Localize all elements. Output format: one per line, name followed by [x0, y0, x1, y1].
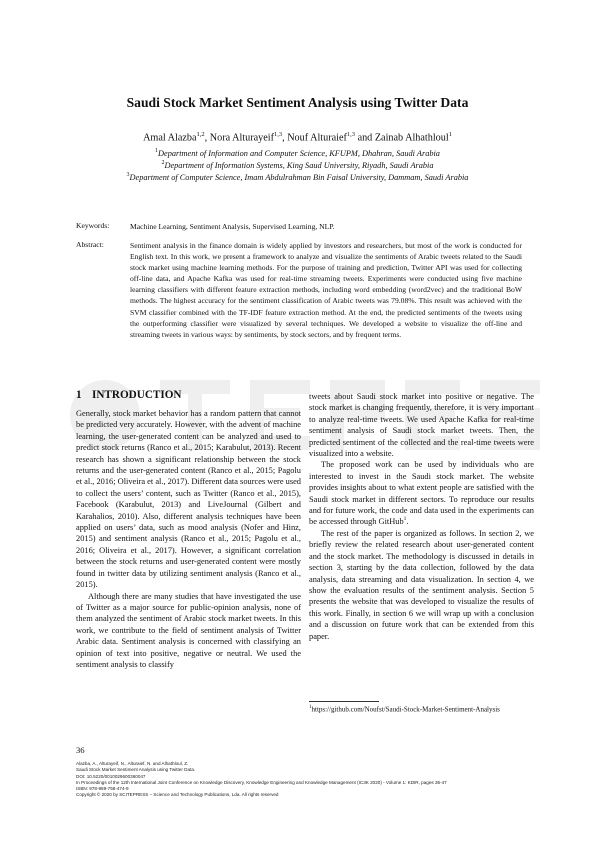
author-name: Zainab Alhathloul [374, 132, 449, 144]
affiliation-marker: 1 [155, 148, 159, 154]
abstract-text: Sentiment analysis in the finance domain is widely applied by investors and researchers, but most of the work is conducted for English text. In this work, we present a framework to analyze and visualize the sentiments of Arabic tweets related to the Saudi stock market using machine learning methods. For the purpose of training and prediction, Twitter API was used for collecting off-line data, and Apache Kafka was used for real-time streaming tweets. Experiments were conducted using five machine learning classifiers with different feature extraction methods, including word embedding (word2vec) and the traditional BoW methods. The highest accuracy for the sentiment classification of Arabic tweets was 79.08%. This result was achieved with the SVM classifier combined with the TF-IDF feature extraction method. At the end, the predicted sentiments of the tweets using the outperforming classifier were visualized by several techniques. We developed a website to visualize the off-line and streaming tweets in various ways: by sentiments, by stock sectors, and by frequent terms. [130, 241, 522, 339]
abstract-label: Abstract: [76, 240, 104, 249]
author-separator: , [204, 132, 210, 144]
citation-line: Saudi Stock Market Sentiment Analysis using Twitter Data. [76, 767, 196, 773]
author-affiliation-marker: 1 [448, 131, 452, 138]
right-column [309, 391, 534, 642]
footnote-marker: 1 [403, 516, 407, 523]
footnote-number: 1 [309, 705, 312, 710]
author-affiliation-marker: 1,2 [196, 131, 205, 138]
footnote-link[interactable]: https://github.com/Noufst/Saudi-Stock-Market-Sentiment-Analysis [311, 705, 500, 714]
author-affiliation-marker: 1,3 [273, 131, 283, 138]
section-title: INTRODUCTION [92, 389, 182, 401]
author-name: Nouf Alturaief [287, 132, 347, 144]
citation-block [76, 761, 526, 799]
keywords-text: Machine Learning, Sentiment Analysis, Supervised Learning, NLP. [130, 222, 335, 231]
affiliation-line [40, 160, 555, 170]
citation-line: Copyright © 2020 by SCITEPRESS – Science and Technology Publications, Lda. All rights reserved [76, 792, 279, 798]
citation-line: Alazba, A., Alturayeif, N., Alturaief, N. and Alhathloul, Z. [76, 761, 189, 766]
author-list [40, 131, 555, 143]
section-heading [76, 389, 182, 401]
footnote [309, 703, 534, 715]
author-affiliation-marker: 1,3 [346, 131, 356, 138]
affiliation-marker: 3 [126, 172, 130, 178]
affiliation-line [40, 148, 555, 158]
page-number: 36 [76, 745, 85, 755]
body-paragraph-with-footnote [309, 459, 534, 527]
author-name: Amal Alazba [143, 132, 197, 144]
body-paragraph: Although there are many studies that have investigated the use of Twitter as a major source for public-opinion analysis, none of them analyzed the sentiment of Arabic stock market tweets. In this work, we contribute to the field of sentiment analysis of Twitter Arabic data. Sentiment analysis is concerned with classifying an opinion of text into positive, negative or neutral. We used the sentiment analysis to classify [76, 591, 301, 669]
affiliation-text: Department of Information and Computer Science, KFUPM, Dhahran, Saudi Arabia [158, 148, 440, 158]
author-name: Nora Alturayeif [209, 132, 274, 144]
affiliation-line [40, 172, 555, 182]
citation-line: DOI: 10.5220/0010029600360047 [76, 773, 146, 779]
affiliation-text: Department of Information Systems, King Saud University, Riyadh, Saudi Arabia [164, 160, 434, 170]
author-separator: and [355, 132, 375, 144]
body-paragraph: Generally, stock market behavior has a random pattern that cannot be predicted very accurately. However, with the advent of machine learning, the user-generated content can be analyzed and used to predict stock returns (Ranco et al., 2015; Karabulut, 2013). Recent research has shown a significant relationship between the stock returns and the user-generated content (Ranco et al., 2015; Pagolu et al., 2016; Oliveira et al., 2017). Different data sources were used to collect the users’ content, such as Twitter (Ranco et al., 2015), Facebook (Karabulut, 2013) and LiveJournal (Gilbert and Karahalios, 2010). Also, different analysis techniques have been applied on users’ data, such as mood analysis (Nofer and Hinz, 2015) and sentiment analysis (Ranco et al., 2015; Pagolu et al., 2016; Oliveira et al., 2017). However, a significant correlation between the stock returns and user-generated content were mostly found in twitter data by utilizing sentiment analysis (Ranco et al., 2015). [76, 409, 301, 590]
paper-title: Saudi Stock Market Sentiment Analysis using Twitter Data [126, 95, 469, 110]
body-paragraph: The rest of the paper is organized as follows. In section 2, we briefly review the related research about user-generated content and the stock market. The methodology is discussed in details in section 3, starting by the data collection, followed by the data analysis, data streaming and data visualization. In section 4, we show the evaluation results of the sentiment analysis. Section 5 presents the website that was developed to visualize the results of this work. Finally, in section 6 we will wrap up with a conclusion and a discussion on future work that can be extended from this paper. [309, 528, 534, 641]
body-paragraph: tweets about Saudi stock market into positive or negative. The stock market is changing frequently, therefore, it is very important to analyze real-time tweets. We used Apache Kafka for real-time sentiment analysis of Saudi stock market tweets. Then, the predicted sentiment of the collected and the real-time tweets were visualized into a website. [309, 392, 534, 459]
body-paragraph-text: The proposed work can be used by individuals who are interested to invest in the Saudi stock market. The website provides insights about to what extent people are satisfied with the Saudi stock market in different sectors. To reproduce our results and for future work, the code and data used in the experiments can be accessed through GitHub [309, 460, 534, 527]
citation-line: In Proceedings of the 12th International Joint Conference on Knowledge Discovery, Knowledge Engineering and Knowledge Management (IC3K 2020) - Volume 1: KDIR, pages 36-47 [76, 779, 447, 785]
left-column [76, 408, 301, 670]
sentence-period: . [406, 517, 409, 527]
section-number: 1 [76, 389, 82, 401]
footnote-rule [309, 701, 379, 702]
author-separator: , [282, 132, 288, 144]
citation-line: ISBN: 978-989-758-474-9 [76, 786, 129, 792]
affiliation-text: Department of Computer Science, Imam Abdulrahman Bin Faisal University, Dammam, Saudi Arabia [129, 172, 469, 182]
keywords-label: Keywords: [76, 221, 110, 230]
affiliation-marker: 2 [161, 160, 165, 166]
